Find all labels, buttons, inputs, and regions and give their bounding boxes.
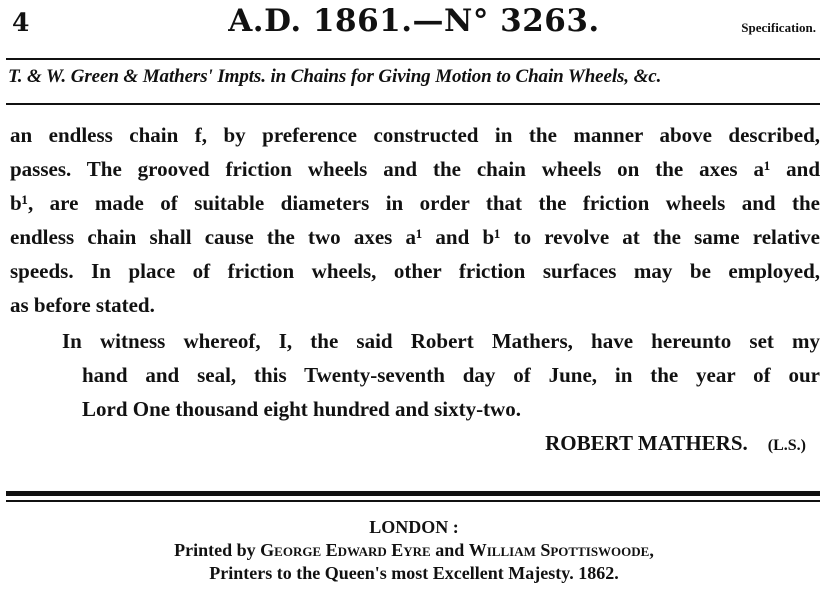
running-title: T. & W. Green & Mathers' Impts. in Chains for Giving Motion to Chain Wheels, &c.: [8, 66, 662, 87]
signatory-name: ROBERT MATHERS.: [545, 431, 748, 455]
printer-name: William Spottiswoode,: [468, 540, 654, 560]
witness-line: hand and seal, this Twenty-seventh day of June, in the year of our: [82, 363, 820, 387]
body-line: as before stated.: [10, 293, 155, 317]
section-label: Specification.: [741, 20, 816, 35]
header-rule-top: [6, 58, 820, 60]
imprint-majesty: Printers to the Queen's most Excellent Majesty. 1862.: [209, 563, 619, 583]
imprint-printers: Printed by George Edward Eyre and William Spottiswoode,: [174, 540, 654, 560]
footer-rule-thin: [6, 500, 820, 502]
body-paragraph: [10, 118, 820, 322]
printer-name: George Edward Eyre: [260, 540, 431, 560]
footer-rule-thick: [6, 491, 820, 496]
witness-clause: [62, 324, 820, 426]
body-line: passes. The grooved friction wheels and the chain wheels on the axes a¹ and: [10, 157, 820, 181]
body-line: an endless chain f, by preference constructed in the manner above described,: [10, 123, 820, 147]
body-line: endless chain shall cause the two axes a¹ and b¹ to revolve at the same relative: [10, 225, 820, 249]
page-number: 4: [12, 8, 30, 37]
header-rule-bottom: [6, 103, 820, 105]
signature-block: [545, 431, 806, 456]
printer-imprint: [0, 516, 828, 585]
witness-line: Lord One thousand eight hundred and sixty-two.: [82, 397, 521, 421]
witness-line: In witness whereof, I, the said Robert Mathers, have hereunto set my: [62, 329, 820, 353]
seal-mark: (L.S.): [767, 437, 806, 454]
body-line: speeds. In place of friction wheels, other friction surfaces may be employed,: [10, 259, 820, 283]
imprint-city: LONDON :: [369, 517, 459, 537]
patent-title: A.D. 1861.—N° 3263.: [228, 3, 600, 39]
body-line: b¹, are made of suitable diameters in order that the friction wheels and the: [10, 191, 820, 215]
